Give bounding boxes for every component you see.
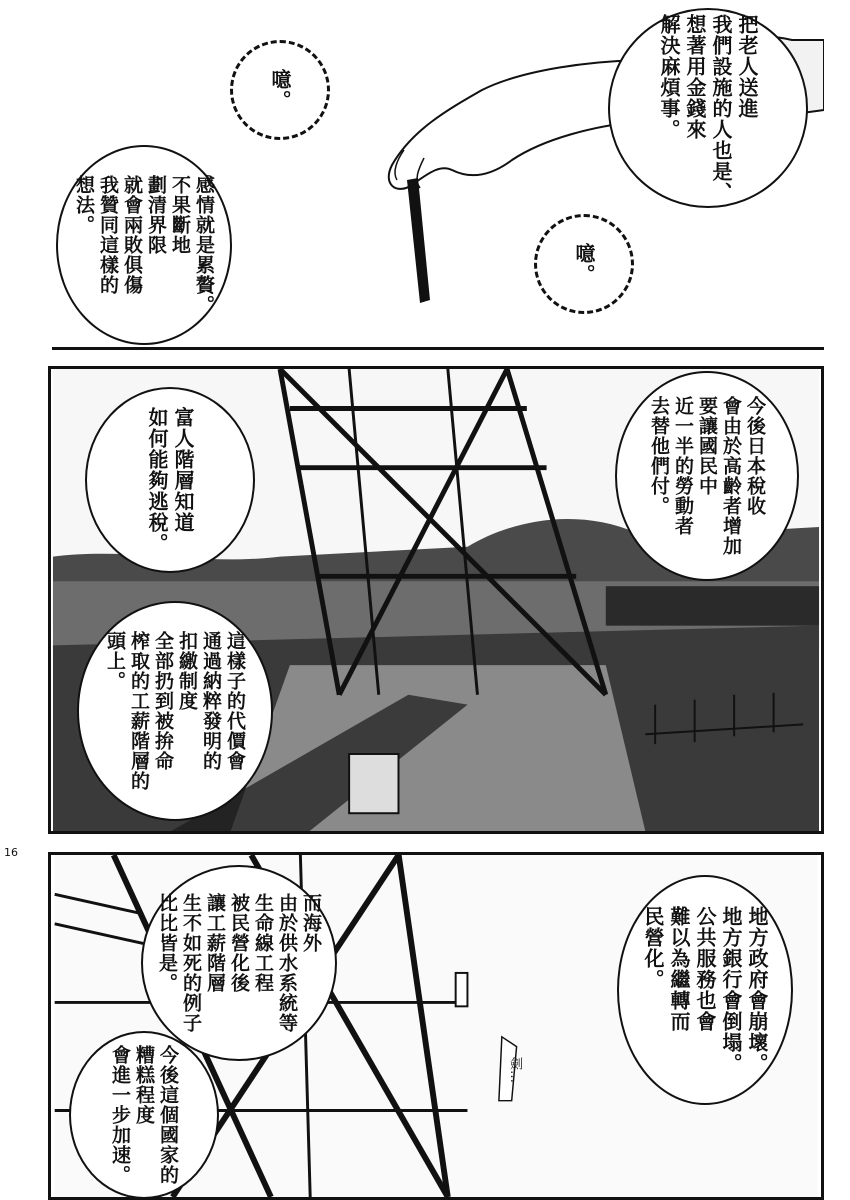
speech-bubble-bottom-2 — [141, 865, 337, 1061]
panel-bottom — [48, 852, 824, 1200]
speech-bubble-middle-3 — [77, 601, 273, 821]
speech-text: 地方政府會崩壞。 地方銀行會倒塌。 公共服務也會 難以為繼轉而 民營化。 — [641, 906, 769, 1074]
speech-bubble-top-2 — [230, 40, 330, 140]
panel-middle — [48, 366, 824, 834]
speech-text: 噫。 — [268, 69, 292, 111]
speech-text: 而海外 由於供水系統等 生命線工程 被民營化後 讓工薪階層 生不如死的例子 比比皆是。 — [156, 893, 322, 1033]
page-number: 16 — [4, 846, 18, 859]
speech-bubble-top-3 — [534, 214, 634, 314]
speech-text: 把老人送進 我們設施的人也是、 想著用金錢來 解決麻煩事。 — [657, 13, 759, 203]
speech-bubble-bottom-3 — [69, 1031, 219, 1199]
speech-bubble-middle-2 — [85, 387, 255, 573]
speech-text: 這樣子的代價會 通過納粹發明的 扣繳制度 全部扔到被拚命 榨取的工薪階層的 頭上。 — [104, 631, 246, 791]
speech-text: 今後這個國家的 糟糕程度 會進一步加速。 — [109, 1045, 179, 1185]
speech-text: 今後日本稅收 會由於高齡者增加 要讓國民中 近一半的勞動者 去替他們付。 — [648, 396, 766, 556]
speech-text: 富人階層知道 如何能夠逃稅。 — [145, 406, 195, 554]
speech-bubble-top-1 — [608, 8, 808, 208]
speech-bubble-top-4 — [56, 145, 232, 345]
speech-bubble-middle-1 — [615, 371, 799, 581]
sound-effect-text: 劍… — [507, 1057, 522, 1083]
speech-text: 噫。 — [572, 243, 596, 285]
panel-top — [52, 0, 824, 350]
speech-bubble-bottom-1 — [617, 875, 793, 1105]
speech-text: 感情就是累贅。 不果斷地 劃清界限 就會兩敗俱傷 我贊同這樣的 想法。 — [73, 175, 215, 315]
